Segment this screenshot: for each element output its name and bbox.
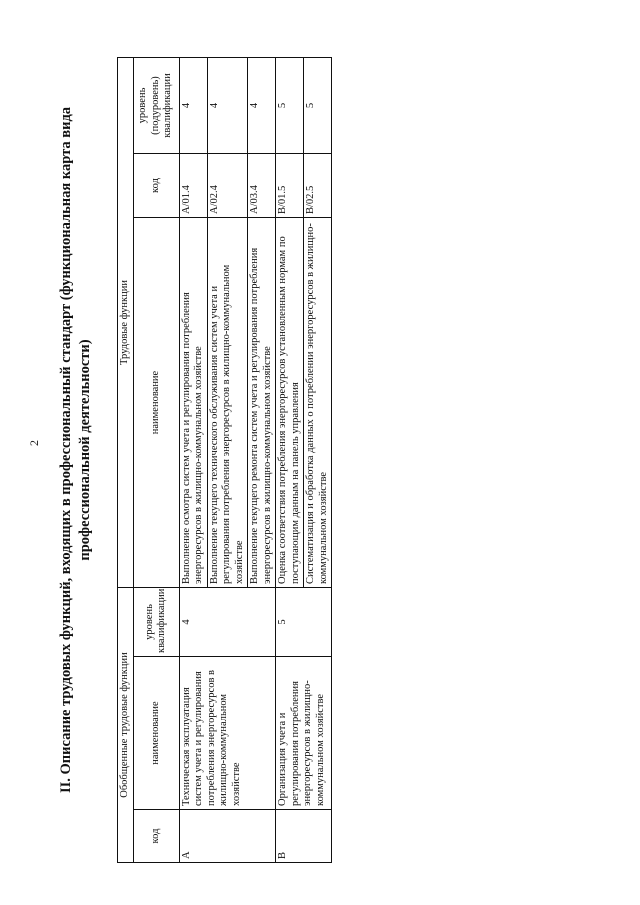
gen-code-cell: B xyxy=(276,810,332,863)
header-tf-name: наименование xyxy=(133,218,179,588)
tf-level-cell: 4 xyxy=(179,57,207,153)
tf-code-cell: B/02.5 xyxy=(304,154,332,218)
tf-level-cell: 4 xyxy=(248,57,276,153)
table-row xyxy=(276,57,304,862)
group-header-row xyxy=(118,57,134,862)
tf-code-cell: A/03.4 xyxy=(248,154,276,218)
tf-code-cell: A/02.4 xyxy=(207,154,248,218)
section-title-line-1: II. Описание трудовых функций, входящих в профессиональный стандарт (функциональная карта вида xyxy=(58,106,74,794)
gen-level-cell: 4 xyxy=(179,588,276,657)
tf-code-cell: B/01.5 xyxy=(276,154,304,218)
tf-code-cell: A/01.4 xyxy=(179,154,207,218)
gen-level-cell: 5 xyxy=(276,588,332,657)
tf-level-cell: 5 xyxy=(276,57,304,153)
gen-name-cell: Техническая эксплуатация систем учета и регулирования потребления энергоресурсов в жилищно-коммунальном хозяйстве xyxy=(179,657,276,810)
header-labor-functions: Трудовые функции xyxy=(118,57,134,587)
tf-level-cell: 4 xyxy=(207,57,248,153)
header-generalized-functions: Обобщенные трудовые функции xyxy=(118,588,134,863)
tf-name-cell: Выполнение текущего технического обслуживания систем учета и регулирования потребления энергоресурсов в жилищно-коммунальном хозяйстве xyxy=(207,218,248,588)
header-gen-level: уровень квалификации xyxy=(133,588,179,657)
tf-level-cell: 5 xyxy=(304,57,332,153)
column-header-row xyxy=(133,57,179,862)
header-gen-name: наименование xyxy=(133,657,179,810)
section-title xyxy=(57,35,95,865)
tf-name-cell: Оценка соответствия потребления энергоресурсов установленным нормам по поступающим данным на панель управления xyxy=(276,218,304,588)
header-gen-code: код xyxy=(133,810,179,863)
gen-name-cell: Организация учета и регулирования потребления энергоресурсов в жилищно-коммунальном хозяйстве xyxy=(276,657,332,810)
tf-name-cell: Выполнение текущего ремонта систем учета и регулирования потребления энергоресурсов в жилищно-коммунальном хозяйстве xyxy=(248,218,276,588)
table-row xyxy=(179,57,207,862)
functional-map-table xyxy=(117,57,332,863)
header-tf-code: код xyxy=(133,154,179,218)
header-tf-level: уровень (подуровень) квалификации xyxy=(133,57,179,153)
tf-name-cell: Выполнение осмотра систем учета и регулирования потребления энергоресурсов в жилищно-коммунальном хозяйстве xyxy=(179,218,207,588)
gen-code-cell: A xyxy=(179,810,276,863)
tf-name-cell: Систематизация и обработка данных о потреблении энергоресурсов в жилищно-коммунальном хозяйстве xyxy=(304,218,332,588)
page-number: 2 xyxy=(27,440,41,446)
section-title-line-2: профессиональной деятельности) xyxy=(77,339,93,561)
